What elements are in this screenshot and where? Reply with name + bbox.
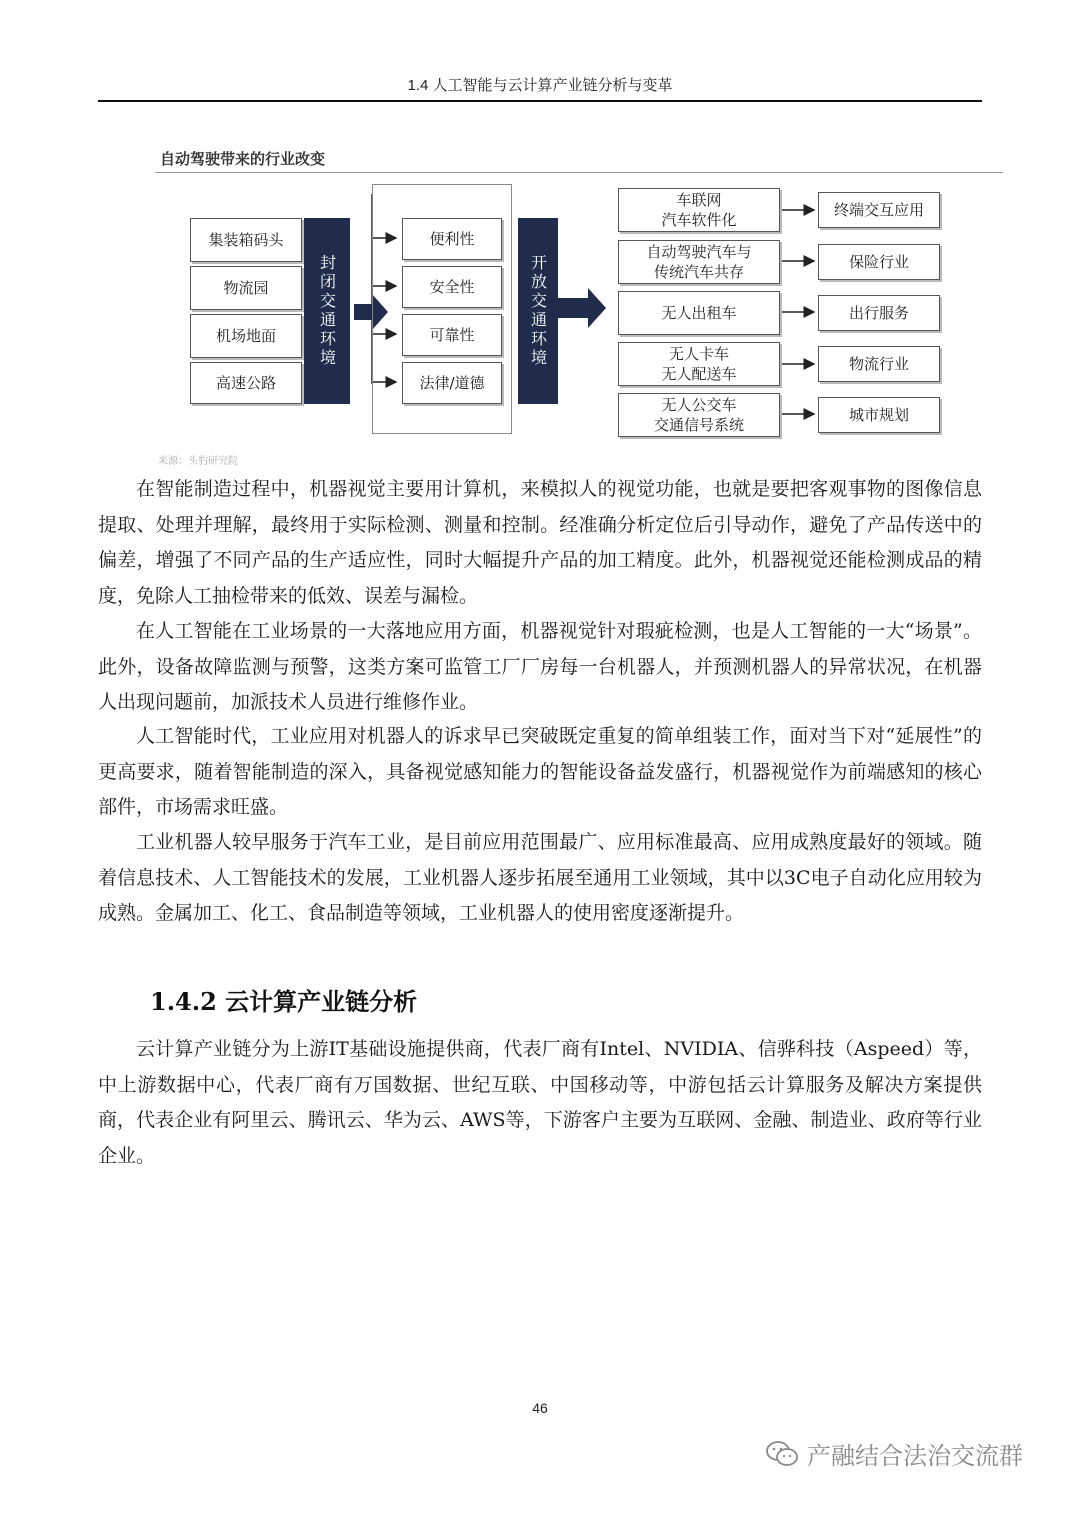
outcome-robotaxi: 无人出租车: [618, 291, 780, 335]
paragraph-industrial-robots: 工业机器人较早服务于汽车工业，是目前应用范围最广、应用标准最高、应用成熟度最好的领域。随着信息技术、人工智能技术的发展，工业机器人逐步拓展至通用工业领域，其中以3C电子自动化应用较为成熟。金属加工、化工、食品制造等领域，工业机器人的使用密度逐渐提升。: [98, 831, 982, 924]
left-item-logistics-park: 物流园: [190, 266, 302, 310]
page-number: 46: [532, 1400, 548, 1416]
paragraph-extensibility: 人工智能时代，工业应用对机器人的诉求早已突破既定重复的简单组装工作，面对当下对“延展性”的更高要求，随着智能制造的深入，具备视觉感知能力的智能设备益发盛行，机器视觉作为前端感知的核心部件，市场需求旺盛。: [98, 725, 982, 818]
left-item-container-terminal: 集装箱码头: [190, 218, 302, 262]
open-to-outcomes-arrow: [558, 288, 606, 328]
outcome-unmanned-trucks: 无人卡车 无人配送车: [618, 342, 780, 386]
left-item-highway: 高速公路: [190, 362, 302, 404]
industry-terminal-apps: 终端交互应用: [818, 192, 940, 228]
figure-source: 来源：头豹研究院: [158, 456, 238, 467]
benefit-convenience: 便利性: [402, 218, 502, 260]
industry-insurance: 保险行业: [818, 244, 940, 280]
outcome-coexistence: 自动驾驶汽车与 传统汽车共存: [618, 240, 780, 284]
benefit-law-ethics: 法律/道德: [402, 362, 502, 404]
benefit-reliability: 可靠性: [402, 314, 502, 356]
paragraph-defect-detection: 在人工智能在工业场景的一大落地应用方面，机器视觉针对瑕疵检测，也是人工智能的一大“场景”。此外，设备故障监测与预警，这类方案可监管工厂厂房每一台机器人，并预测机器人的异常状况，在机器人出现问题前，加派技术人员进行维修作业。: [98, 620, 982, 713]
industry-logistics: 物流行业: [818, 346, 940, 382]
left-item-airport-ground: 机场地面: [190, 314, 302, 358]
paragraph-machine-vision: 在智能制造过程中，机器视觉主要用计算机，来模拟人的视觉功能，也就是要把客观事物的图像信息提取、处理并理解，最终用于实际检测、测量和控制。经准确分析定位后引导动作，避免了产品传送中的偏差，增强了不同产品的生产适应性，同时大幅提升产品的加工精度。此外，机器视觉还能检测成品的精度，免除人工抽检带来的低效、误差与漏检。: [98, 478, 982, 607]
open-environment-label: 开放交通环境: [528, 254, 548, 368]
industry-mobility: 出行服务: [818, 295, 940, 331]
running-header: 1.4 人工智能与云计算产业链分析与变革: [407, 77, 673, 94]
figure-title: 自动驾驶带来的行业改变: [160, 150, 326, 168]
watermark-text: 产融结合法治交流群: [807, 1442, 1023, 1470]
industry-urban-planning: 城市规划: [818, 397, 940, 433]
closed-environment-block: [304, 218, 350, 404]
wechat-icon: [765, 1440, 799, 1468]
closed-environment-label: 封闭交通环境: [317, 254, 337, 368]
outcome-unmanned-bus: 无人公交车 交通信号系统: [618, 393, 780, 437]
section-title: 1.4.2 云计算产业链分析: [150, 987, 418, 1016]
benefit-safety: 安全性: [402, 266, 502, 308]
watermark: [765, 1436, 1023, 1471]
open-environment-block: [518, 218, 558, 404]
outcome-connected-vehicles: 车联网 汽车软件化: [618, 188, 780, 232]
paragraph-cloud-chain: 云计算产业链分为上游IT基础设施提供商，代表厂商有Intel、NVIDIA、信骅科技（Aspeed）等，中上游数据中心，代表厂商有万国数据、世纪互联、中国移动等，中游包括云计算服务及解决方案提供商，代表企业有阿里云、腾讯云、华为云、AWS等，下游客户主要为互联网、金融、制造业、政府等行业企业。: [98, 1038, 982, 1167]
